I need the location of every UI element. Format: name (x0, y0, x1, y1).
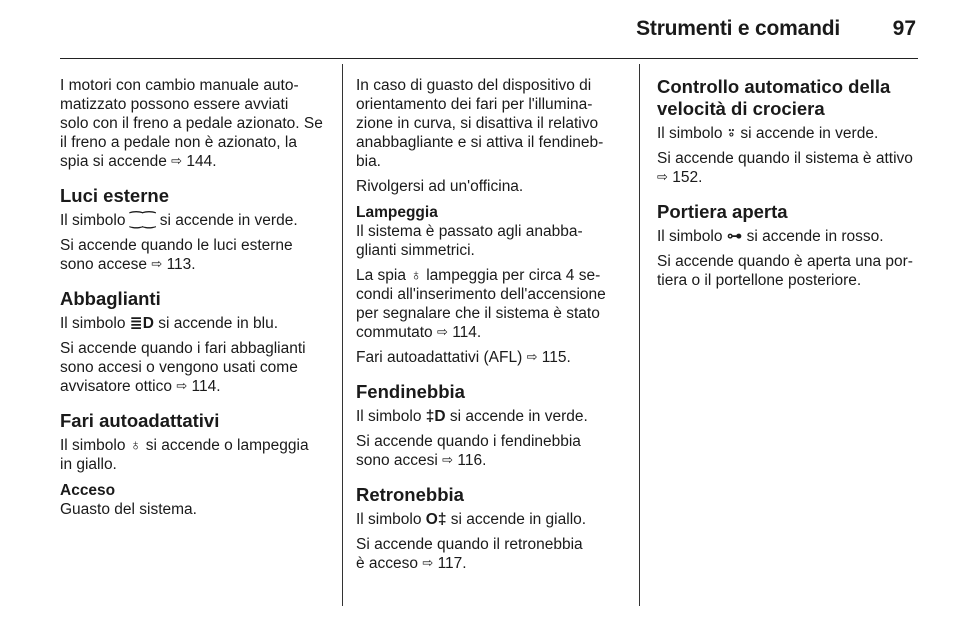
abbaglianti-description: Si accende quando i fari abbaglianti sono accesi o vengono usati come avvisatore ottico ⇨ 114. (60, 340, 306, 395)
column-3 (657, 76, 919, 296)
spia-paragraph: La spia ♁ lampeggia per circa 4 se- condi all'inserimento dell'accensione per segnalare che il sistema è stato commutato ⇨ 114. (356, 267, 606, 341)
adaptive-lights-icon: ♁ (129, 437, 142, 454)
page-ref-arrow-icon: ⇨ (176, 378, 188, 393)
page-ref[interactable]: 144. (186, 153, 217, 170)
page-ref-arrow-icon: ⇨ (526, 349, 538, 364)
column-2 (356, 76, 628, 579)
column-divider (342, 64, 343, 606)
heading-retronebbia: Retronebbia (356, 484, 464, 505)
fendinebbia-description: Si accende quando i fendinebbia sono accesi ⇨ 116. (356, 433, 581, 469)
front-fog-icon: ‡D (425, 408, 446, 425)
page-ref[interactable]: 152. (672, 169, 703, 186)
intro-paragraph: I motori con cambio manuale auto- matizzato possono essere avviati solo con il freno a pedale azionato. Se il freno a pedale non è azionato, la spia si accende ⇨ 144. (60, 77, 323, 170)
page-ref[interactable]: 114. (191, 378, 221, 395)
heading-acceso: Acceso (60, 482, 116, 499)
page-title: Strumenti e comandi (636, 17, 840, 40)
fari-symbol-line: Il simbolo ♁ si accende o lampeggia in giallo. (60, 437, 309, 473)
luci-symbol-line: Il simbolo ⁐⁐ si accende in verde. (60, 212, 298, 229)
portiera-description: Si accende quando è aperta una por- tiera o il portellone posteriore. (657, 253, 913, 289)
heading-fendinebbia: Fendinebbia (356, 381, 465, 402)
abbaglianti-symbol-line: Il simbolo ≣D si accende in blu. (60, 315, 279, 332)
heading-portiera-aperta: Portiera aperta (657, 201, 788, 222)
page-ref[interactable]: 113. (166, 256, 196, 273)
heading-luci-esterne: Luci esterne (60, 185, 169, 206)
exterior-lights-icon: ⁐⁐ (129, 212, 156, 229)
page-ref[interactable]: 116. (457, 452, 487, 469)
page-ref-arrow-icon: ⇨ (442, 452, 454, 467)
page-ref-arrow-icon: ⇨ (422, 555, 434, 570)
page-ref[interactable]: 115. (541, 349, 571, 366)
heading-fari-autoadattativi: Fari autoadattativi (60, 410, 220, 431)
page-header (60, 0, 918, 59)
heading-abbaglianti: Abbaglianti (60, 288, 161, 309)
page-ref-arrow-icon: ⇨ (436, 324, 448, 339)
fendinebbia-symbol-line: Il simbolo ‡D si accende in verde. (356, 408, 588, 425)
retronebbia-symbol-line: Il simbolo O‡ si accende in giallo. (356, 511, 587, 528)
heading-cruise-control: Controllo automatico della velocità di crociera (657, 76, 891, 119)
guasto-paragraph: In caso di guasto del dispositivo di orientamento dei fari per l'illumina- zione in curva, si disattiva il relativo anabbagliante e si attiva il fendineb- bia. (356, 77, 604, 170)
page-ref-arrow-icon: ⇨ (171, 153, 183, 168)
high-beam-icon: ≣D (129, 315, 154, 332)
column-1 (60, 76, 332, 525)
page-ref[interactable]: 117. (437, 555, 467, 572)
cruise-symbol-line: Il simbolo ⍤ si accende in verde. (657, 125, 879, 142)
cruise-control-icon: ⍤ (726, 125, 737, 142)
heading-lampeggia: Lampeggia (356, 204, 438, 221)
cruise-description: Si accende quando il sistema è attivo ⇨ 152. (657, 150, 913, 186)
acceso-text: Guasto del sistema. (60, 501, 197, 518)
column-divider (639, 64, 640, 606)
retronebbia-description: Si accende quando il retronebbia è acceso ⇨ 117. (356, 536, 583, 572)
page-ref-arrow-icon: ⇨ (151, 256, 163, 271)
lampeggia-text: Il sistema è passato agli anabba- glianti simmetrici. (356, 223, 583, 259)
rear-fog-icon: O‡ (425, 511, 447, 528)
portiera-symbol-line: Il simbolo ⊶ si accende in rosso. (657, 228, 884, 245)
door-open-icon: ⊶ (726, 228, 743, 245)
page-ref-arrow-icon: ⇨ (657, 169, 668, 184)
page-number: 97 (892, 17, 916, 40)
luci-description: Si accende quando le luci esterne sono accese ⇨ 113. (60, 237, 293, 273)
afl-line: Fari autoadattativi (AFL) ⇨ 115. (356, 349, 571, 366)
rivolgersi-text: Rivolgersi ad un'officina. (356, 178, 524, 195)
adaptive-lights-icon: ♁ (410, 267, 422, 284)
page-ref[interactable]: 114. (452, 324, 482, 341)
